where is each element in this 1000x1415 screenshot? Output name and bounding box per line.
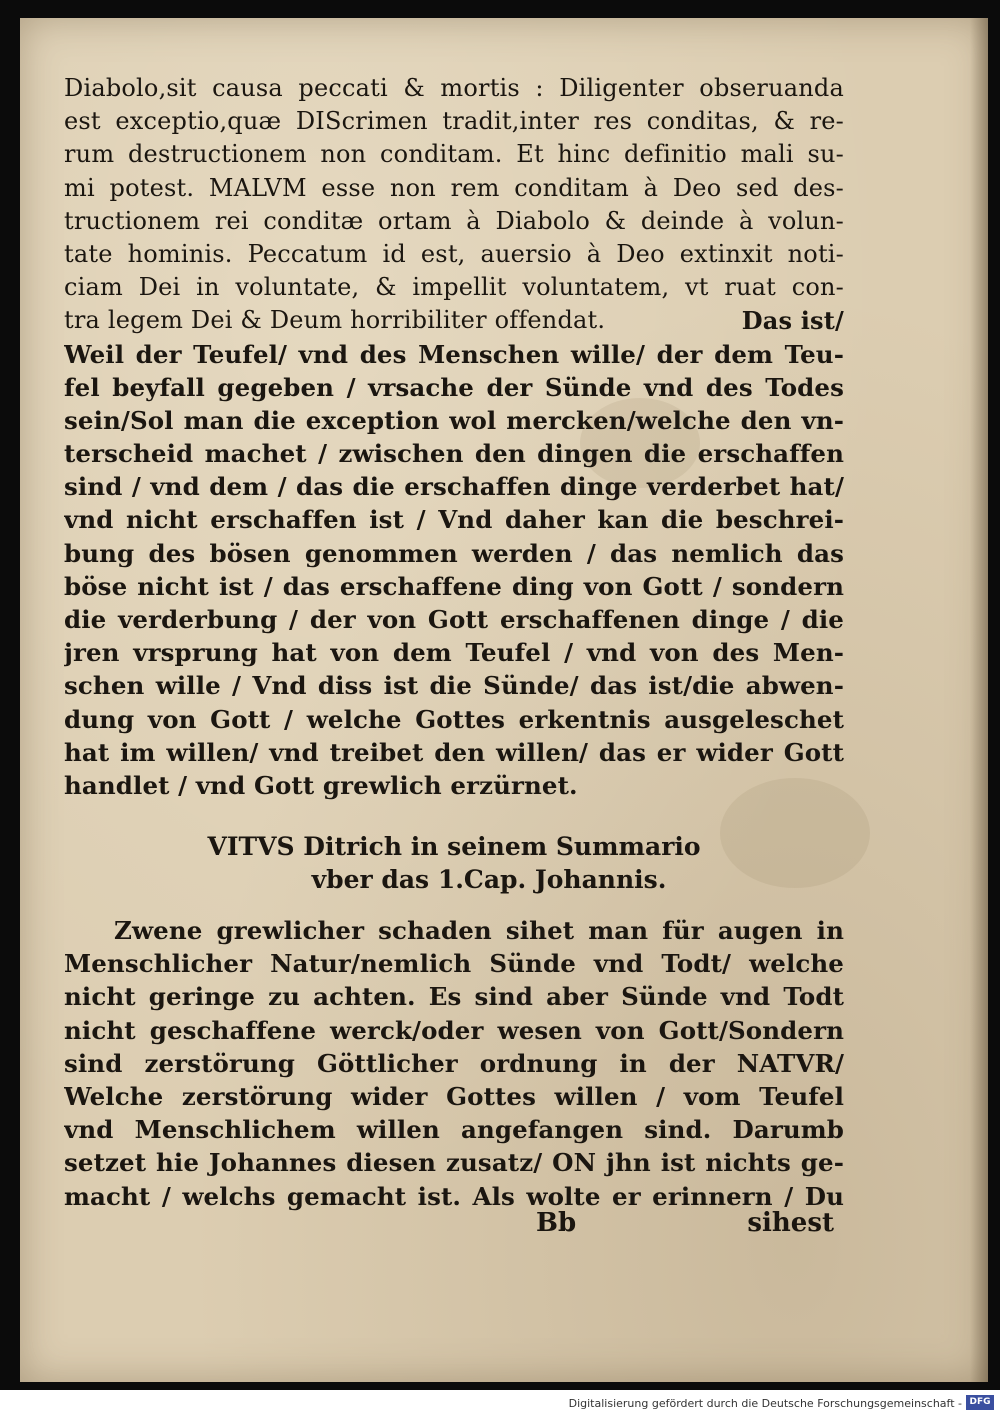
text-line: dung von Gott / welche Gottes erkentnis ausgeleschet [64, 704, 844, 734]
text-line: vnd Menschlichem willen angefangen sind. Darumb [64, 1115, 844, 1145]
text-line: terscheid machet / zwischen den dingen die erschaffen [64, 439, 844, 469]
text-line: sind / vnd dem / das die erschaffen dinge verderbet hat/ [64, 472, 844, 502]
text-line-mixed [64, 304, 844, 337]
first-paragraph [64, 72, 844, 802]
text-line: Menschlicher Natur/nemlich Sünde vnd Todt/ welche [64, 949, 844, 979]
page-footer [64, 1208, 844, 1244]
catchword: sihest [747, 1208, 834, 1238]
text-line: handlet / vnd Gott grewlich erzürnet. [64, 770, 578, 800]
text-line: setzet hie Johannes diesen zusatz/ ON jhn ist nichts ge- [64, 1148, 844, 1178]
page-edge-shadow [970, 18, 988, 1382]
text-line: Weil der Teufel/ vnd des Menschen wille/ der dem Teu- [64, 339, 844, 369]
latin-text: tra legem Dei & Deum horribiliter offendat. [64, 306, 606, 335]
dfg-logo: DFG [966, 1395, 994, 1410]
text-line: schen wille / Vnd diss ist die Sünde/ das ist/die abwen- [64, 671, 844, 701]
text-line: tate hominis. Peccatum id est, auersio à Deo extinxit noti- [64, 239, 844, 268]
text-line: Welche zerstörung wider Gottes willen / vom Teufel [64, 1081, 844, 1111]
text-line: tructionem rei conditæ ortam à Diabolo & deinde à volun- [64, 206, 844, 235]
heading-line-1: VITVS Ditrich in seinem Summario [207, 832, 701, 861]
text-line: est exceptio,quæ DIScrimen tradit,inter res conditas, & re- [64, 107, 844, 136]
text-line: hat im willen/ vnd treibet den willen/ das er wider Gott [64, 737, 844, 767]
text-line: Zwene grewlicher schaden sihet man für augen in [114, 916, 844, 945]
second-paragraph [64, 914, 844, 1213]
text-line: rum destructionem non conditam. Et hinc definitio mali su- [64, 140, 844, 169]
text-line: jren vrsprung hat von dem Teufel / vnd von des Men- [64, 638, 844, 668]
text-line: fel beyfall gegeben / vrsache der Sünde vnd des Todes [64, 372, 844, 402]
text-line: vnd nicht erschaffen ist / Vnd daher kan die beschrei- [64, 505, 844, 535]
funding-credit: Digitalisierung gefördert durch die Deutsche Forschungsgemeinschaft - [568, 1397, 962, 1410]
text-line: nicht geringe zu achten. Es sind aber Sünde vnd Todt [64, 982, 844, 1012]
text-line: die verderbung / der von Gott erschaffenen dinge / die [64, 605, 844, 634]
text-line: ciam Dei in voluntate, & impellit voluntatem, vt ruat con- [64, 273, 844, 302]
text-line: sind zerstörung Göttlicher ordnung in der NATVR/ [64, 1048, 844, 1078]
book-page [20, 18, 988, 1382]
text-line: böse nicht ist / das erschaffene ding von Gott / sondern [64, 571, 844, 601]
text-line: sein/Sol man die exception wol mercken/welche den vn- [64, 405, 844, 435]
text-line: bung des bösen genommen werden / das nemlich das [64, 538, 844, 568]
text-line: Diabolo,sit causa peccati & mortis : Diligenter obseruanda [64, 74, 844, 102]
section-heading [64, 830, 844, 896]
signature-mark: Bb [536, 1208, 577, 1238]
text-line: nicht geschaffene werck/oder wesen von Gott/Sondern [64, 1015, 844, 1045]
text-line: macht / welchs gemacht ist. Als wolte er erinnern / Du [64, 1181, 844, 1211]
german-text: Das ist/ [741, 306, 844, 336]
text-line: mi potest. MALVM esse non rem conditam à Deo sed des- [64, 173, 844, 202]
heading-line-2: vber das 1.Cap. Johannis. [311, 865, 667, 895]
